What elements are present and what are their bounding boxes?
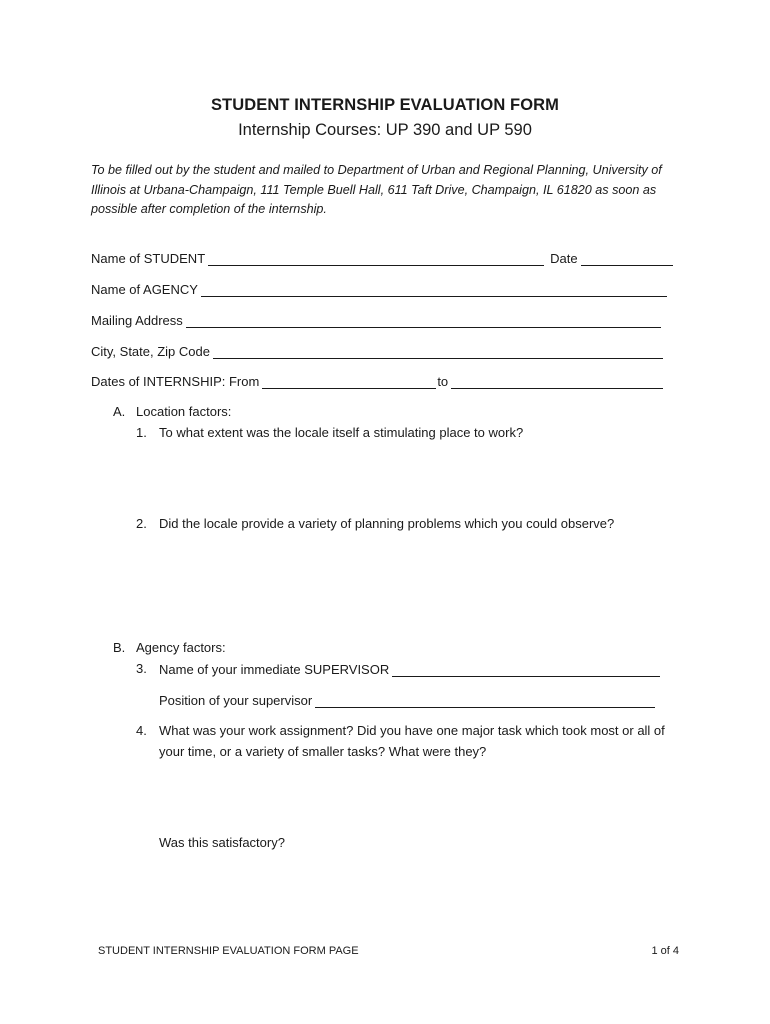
footer-title: STUDENT INTERNSHIP EVALUATION FORM PAGE	[98, 945, 359, 957]
mailing-address-label: Mailing Address	[91, 313, 183, 328]
supervisor-name-label: Name of your immediate SUPERVISOR	[159, 662, 390, 677]
mailing-address-row	[91, 310, 661, 328]
dates-to-field[interactable]	[451, 374, 663, 389]
page-number: 1 of 4	[651, 945, 679, 957]
question-1-text: To what extent was the locale itself a stimulating place to work?	[159, 425, 524, 440]
form-subtitle: Internship Courses: UP 390 and UP 590	[238, 121, 532, 139]
form-title: STUDENT INTERNSHIP EVALUATION FORM	[210, 96, 560, 114]
city-state-zip-row	[91, 341, 663, 359]
supervisor-name-field[interactable]	[392, 662, 660, 677]
agency-name-field[interactable]	[201, 282, 667, 297]
dates-from-label: Dates of INTERNSHIP: From	[91, 374, 260, 389]
section-b-label: Agency factors:	[136, 640, 226, 655]
date-field[interactable]	[581, 251, 673, 266]
city-state-zip-field[interactable]	[213, 344, 663, 359]
question-2-number: 2.	[136, 516, 147, 531]
supervisor-name-row	[159, 659, 660, 677]
student-name-field[interactable]	[208, 251, 544, 266]
section-a-marker: A.	[113, 404, 126, 419]
section-a-label: Location factors:	[136, 404, 232, 419]
supervisor-position-field[interactable]	[315, 693, 655, 708]
agency-name-row	[91, 279, 667, 297]
dates-from-field[interactable]	[262, 374, 436, 389]
student-name-row	[91, 248, 673, 266]
question-4-followup: Was this satisfactory?	[159, 835, 285, 850]
dates-to-label: to	[437, 374, 449, 389]
agency-name-label: Name of AGENCY	[91, 282, 198, 297]
section-b-marker: B.	[113, 640, 126, 655]
question-2-text: Did the locale provide a variety of planning problems which you could observe?	[159, 516, 615, 531]
mailing-address-field[interactable]	[186, 313, 661, 328]
city-state-zip-label: City, State, Zip Code	[91, 344, 210, 359]
question-4-text: What was your work assignment? Did you have one major task which took most or all of your time, or a variety of smaller tasks? What were they?	[159, 723, 665, 759]
internship-dates-row	[91, 371, 663, 389]
question-4-number: 4.	[136, 723, 147, 738]
supervisor-position-row	[159, 690, 655, 708]
intro-instructions: To be filled out by the student and mailed to Department of Urban and Regional Planning, University of Illinois at Urbana-Champaign, 111 Temple Buell Hall, 611 Taft Drive, Champaign, IL 61820 as soon as possible after completion of the internship.	[91, 163, 662, 216]
supervisor-position-label: Position of your supervisor	[159, 693, 313, 708]
student-name-label: Name of STUDENT	[91, 251, 206, 266]
question-1-number: 1.	[136, 425, 147, 440]
question-3-number: 3.	[136, 661, 147, 676]
date-label: Date	[550, 251, 578, 266]
